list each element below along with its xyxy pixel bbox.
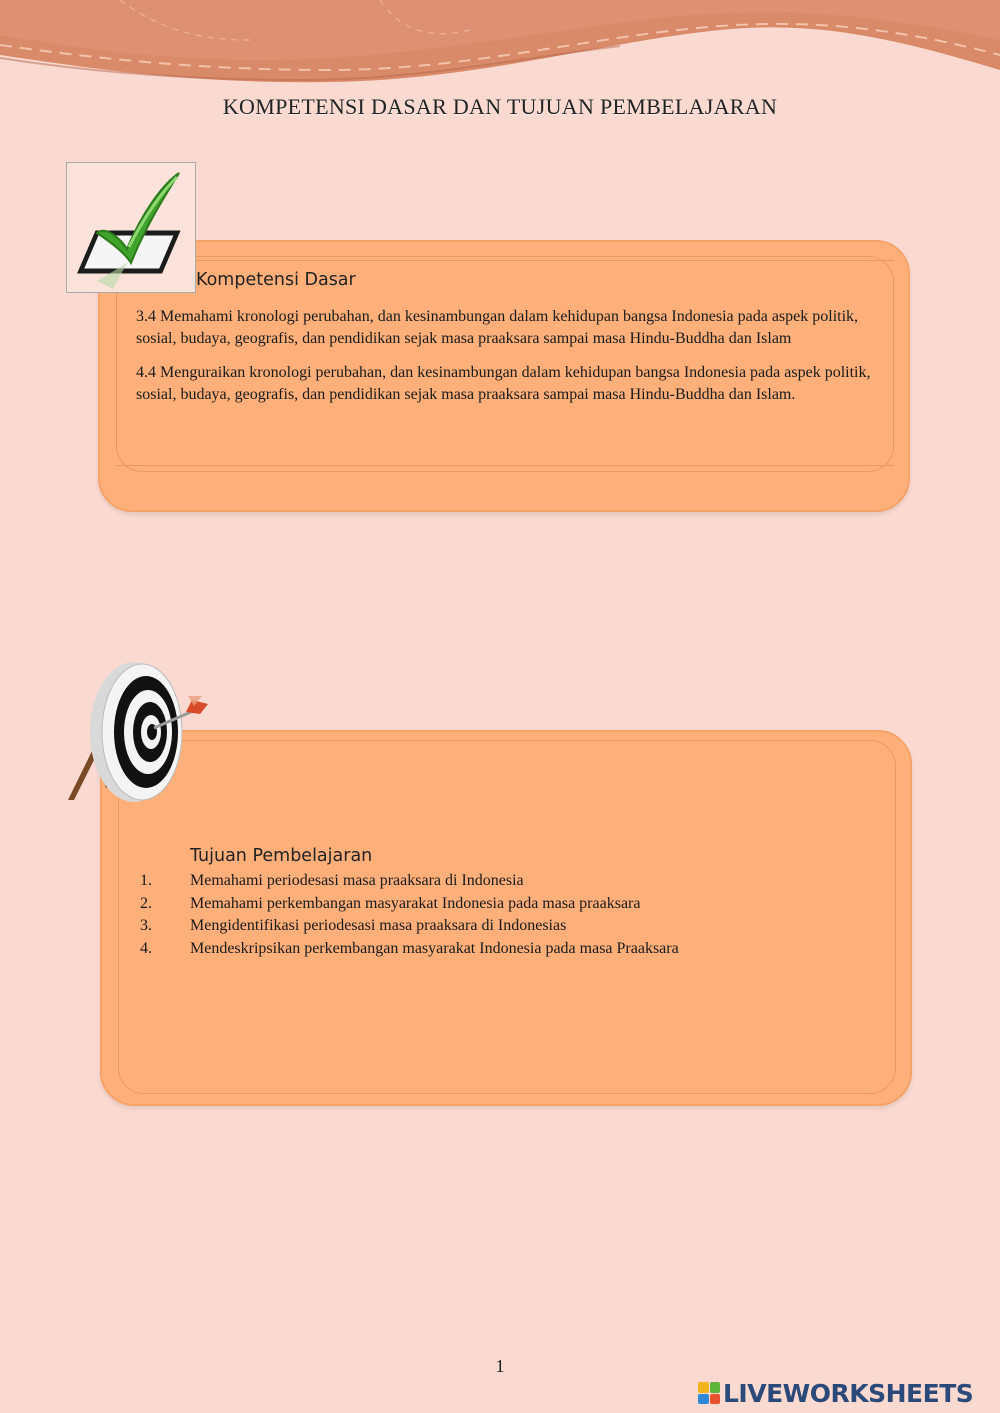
list-item xyxy=(140,915,840,938)
checkbox-checkmark-icon xyxy=(66,162,196,293)
brand-text: LIVEWORKSHEETS xyxy=(723,1378,974,1408)
kompetensi-dasar-heading: Kompetensi Dasar xyxy=(196,270,356,290)
page-number: 1 xyxy=(495,1356,505,1376)
list-item-number: 1. xyxy=(140,872,152,889)
kompetensi-dasar-item: 3.4 Memahami kronologi perubahan, dan kesinambungan dalam kehidupan bangsa Indonesia pada aspek politik, sosial, budaya, geografis, dan pendidikan sejak masa praaksara sampai masa Hindu-Buddha dan Islam xyxy=(136,308,859,347)
page-title: KOMPETENSI DASAR DAN TUJUAN PEMBELAJARAN xyxy=(222,94,778,119)
panel-divider xyxy=(116,260,894,265)
list-item-number: 4. xyxy=(140,939,152,957)
list-item xyxy=(140,870,840,893)
target-arrow-icon xyxy=(62,656,212,806)
kompetensi-dasar-list xyxy=(136,306,890,418)
list-item-number: 2. xyxy=(140,894,152,912)
list-item-text: Mengidentifikasi periodesasi masa praaksara di Indonesias xyxy=(190,917,567,934)
list-item-number: 3. xyxy=(140,917,152,934)
list-item-text: Memahami perkembangan masyarakat Indonesia pada masa praaksara xyxy=(190,894,641,912)
tujuan-pembelajaran-heading: Tujuan Pembelajaran xyxy=(190,846,373,866)
list-item-text: Memahami periodesasi masa praaksara di Indonesia xyxy=(190,872,524,889)
panel-divider xyxy=(116,461,894,466)
liveworksheets-logo-icon xyxy=(698,1382,720,1404)
tujuan-pembelajaran-list xyxy=(140,870,840,960)
list-item xyxy=(140,938,840,961)
list-item xyxy=(140,893,840,916)
liveworksheets-brand[interactable] xyxy=(698,1378,973,1408)
kompetensi-dasar-item: 4.4 Menguraikan kronologi perubahan, dan kesinambungan dalam kehidupan bangsa Indonesia pada aspek politik, sosial, budaya, geografis, dan pendidikan sejak masa praaksara sampai masa Hindu-Buddha dan Islam. xyxy=(136,364,871,403)
list-item-text: Mendeskripsikan perkembangan masyarakat Indonesia pada masa Praaksara xyxy=(190,939,679,957)
